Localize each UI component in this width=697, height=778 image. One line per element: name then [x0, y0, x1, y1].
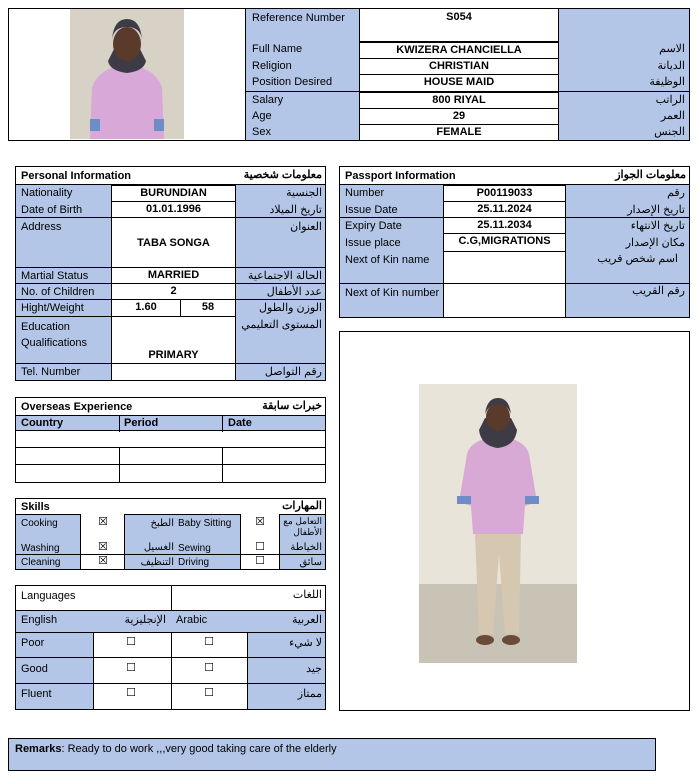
skill-driving-check[interactable]: ☐	[255, 555, 265, 567]
skill-cooking-label: Cooking	[21, 518, 58, 529]
dob-label: Date of Birth	[21, 204, 83, 216]
address-value: TABA SONGA	[111, 217, 236, 268]
reference-label: Reference Number	[252, 12, 345, 24]
overseas-section	[15, 397, 326, 483]
children-ar: عدد الأطفال	[266, 286, 322, 298]
skill-sewing-ar: الخياطة	[290, 542, 322, 553]
lang-arabic-poor-check[interactable]: ☐	[204, 636, 214, 648]
salary-value: 800 RIYAL	[359, 92, 559, 109]
skills-section	[15, 498, 326, 570]
skill-sewing-label: Sewing	[178, 543, 211, 554]
sex-value: FEMALE	[359, 124, 559, 140]
hw-label: Hight/Weight	[21, 302, 84, 314]
religion-value: CHRISTIAN	[359, 58, 559, 75]
children-value: 2	[111, 283, 236, 300]
age-ar: العمر	[660, 110, 685, 122]
age-value: 29	[359, 108, 559, 125]
issue-place-ar: مكان الإصدار	[625, 237, 685, 249]
overseas-col-date: Date	[228, 417, 252, 429]
skill-sewing-check[interactable]: ☐	[255, 541, 265, 553]
children-label: No. of Children	[21, 286, 95, 298]
reference-value: S054	[359, 9, 559, 42]
passport-title-ar: معلومات الجواز	[615, 169, 686, 181]
skills-title: Skills	[21, 501, 50, 513]
lang-arabic-ar: العربية	[291, 614, 322, 626]
skill-cooking-ar: الطبخ	[150, 518, 174, 529]
lang-good-ar: جيد	[306, 663, 322, 675]
marital-value: MARRIED	[111, 267, 236, 284]
lang-poor-label: Poor	[21, 637, 45, 649]
candidate-photo-small	[70, 9, 184, 139]
overseas-col-period: Period	[124, 417, 159, 429]
education-ar: المستوى التعليمي	[241, 319, 322, 331]
salary-label: Salary	[252, 94, 284, 106]
position-ar: الوظيفة	[649, 76, 685, 88]
expiry-ar: تاريخ الانتهاء	[630, 220, 685, 232]
lang-english-ar: الإنجليزية	[124, 614, 166, 626]
skill-baby-ar: التعامل مع الأطفال	[283, 516, 322, 537]
weight-value: 58	[180, 299, 236, 317]
hw-ar: الوزن والطول	[259, 302, 322, 314]
candidate-photo-large	[419, 384, 577, 663]
passport-number-label: Number	[345, 187, 385, 199]
issue-date-ar: تاريخ الإصدار	[627, 204, 685, 216]
personal-info-section	[15, 166, 326, 381]
education-value: PRIMARY	[111, 316, 236, 364]
kin-number-label: Next of Kin number	[345, 287, 440, 299]
full-name-ar: الاسم	[659, 43, 685, 55]
issue-place-label: Issue place	[345, 237, 401, 249]
sex-label: Sex	[252, 126, 271, 138]
skill-washing-label: Washing	[21, 543, 60, 554]
full-name-value: KWIZERA CHANCIELLA	[359, 42, 559, 59]
passport-info-section	[339, 166, 690, 318]
skill-washing-check[interactable]: ☒	[98, 541, 108, 553]
nationality-value: BURUNDIAN	[111, 185, 236, 202]
lang-english-fluent-check[interactable]: ☐	[126, 687, 136, 699]
marital-label: Martial Status	[21, 270, 89, 282]
overseas-title-ar: خبرات سابقة	[262, 400, 322, 412]
skill-baby-label: Baby Sitting	[178, 518, 232, 529]
skill-cleaning-ar: التنظيف	[140, 557, 174, 568]
passport-number-value: P00119033	[443, 185, 566, 202]
overseas-col-country: Country	[21, 417, 64, 429]
skills-title-ar: المهارات	[282, 500, 322, 512]
lang-english-label: English	[21, 614, 58, 626]
tel-ar: رقم التواصل	[264, 366, 322, 378]
overseas-title: Overseas Experience	[21, 401, 133, 413]
kin-name-value[interactable]	[443, 251, 566, 284]
nationality-label: Nationality	[21, 187, 73, 199]
religion-ar: الديانة	[657, 60, 685, 72]
sex-ar: الجنس	[654, 126, 685, 138]
kin-name-ar: اسم شخص قريب	[597, 253, 678, 265]
height-value: 1.60	[111, 299, 181, 317]
skill-washing-ar: الغسيل	[143, 542, 174, 553]
lang-arabic-fluent-check[interactable]: ☐	[204, 687, 214, 699]
passport-title: Passport Information	[345, 170, 456, 182]
kin-number-value[interactable]	[443, 283, 566, 317]
remarks-text: : Ready to do work ,,,very good taking care of the elderly	[61, 743, 337, 755]
issue-place-value: C.G,MIGRATIONS	[443, 233, 566, 252]
languages-title: Languages	[21, 590, 76, 602]
full-name-label: Full Name	[252, 43, 303, 55]
personal-title: Personal Information	[21, 170, 132, 182]
lang-poor-ar: لا شيء	[289, 637, 322, 649]
position-value: HOUSE MAID	[359, 74, 559, 92]
salary-ar: الراتب	[655, 94, 685, 106]
position-label: Position Desired	[252, 76, 333, 88]
lang-english-good-check[interactable]: ☐	[126, 662, 136, 674]
passport-number-ar: رقم	[667, 187, 685, 199]
religion-label: Religion	[252, 60, 292, 72]
address-label: Address	[21, 221, 62, 233]
tel-value[interactable]	[111, 363, 236, 380]
age-label: Age	[252, 110, 272, 122]
lang-fluent-ar: ممتاز	[297, 688, 322, 700]
languages-section	[15, 585, 326, 710]
remarks-section	[8, 738, 656, 771]
education-label: Education Qualifications	[21, 321, 88, 349]
lang-good-label: Good	[21, 663, 48, 675]
skill-cleaning-label: Cleaning	[21, 557, 61, 568]
lang-arabic-good-check[interactable]: ☐	[204, 662, 214, 674]
dob-ar: تاريخ الميلاد	[269, 204, 322, 216]
skill-cooking-check[interactable]: ☒	[98, 516, 108, 528]
expiry-label: Expiry Date	[345, 220, 402, 232]
marital-ar: الحالة الاجتماعية	[247, 270, 322, 282]
issue-date-value: 25.11.2024	[443, 201, 566, 218]
personal-title-ar: معلومات شخصية	[243, 169, 322, 181]
languages-title-ar: اللغات	[292, 589, 322, 601]
address-ar: العنوان	[290, 221, 322, 233]
lang-fluent-label: Fluent	[21, 688, 52, 700]
nationality-ar: الجنسية	[286, 187, 322, 199]
lang-english-poor-check[interactable]: ☐	[126, 636, 136, 648]
kin-name-label: Next of Kin name	[345, 254, 430, 266]
candidate-photo-frame	[339, 331, 690, 711]
issue-date-label: Issue Date	[345, 204, 398, 216]
skill-driving-label: Driving	[178, 557, 210, 568]
header-section	[8, 8, 690, 141]
skill-cleaning-check[interactable]: ☒	[98, 555, 108, 567]
tel-label: Tel. Number	[21, 366, 81, 378]
skill-baby-check[interactable]: ☒	[255, 516, 265, 528]
remarks-label: Remarks	[15, 743, 62, 755]
dob-value: 01.01.1996	[111, 201, 236, 218]
kin-number-ar: رقم القريب	[632, 285, 685, 297]
skill-driving-ar: سائق	[299, 557, 322, 568]
lang-arabic-label: Arabic	[176, 614, 208, 626]
expiry-value: 25.11.2034	[443, 217, 566, 234]
